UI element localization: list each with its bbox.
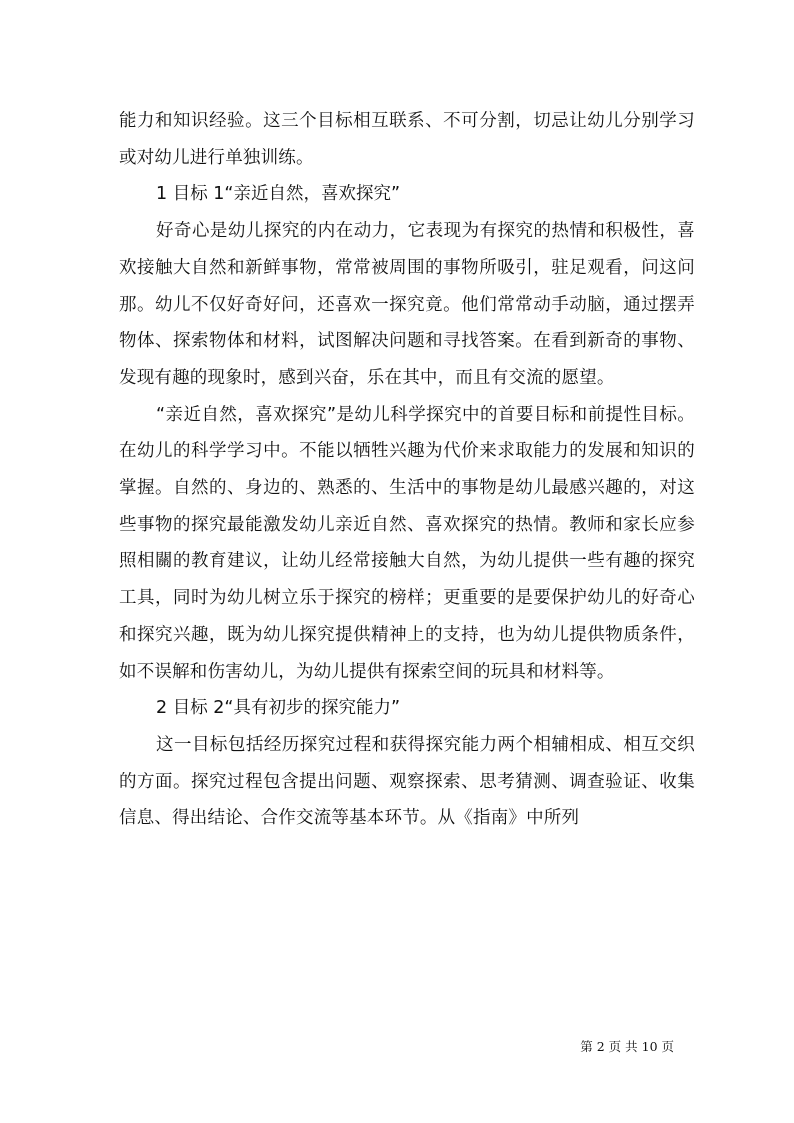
- section-heading-1: 1 目标 1“亲近自然，喜欢探究”: [156, 184, 401, 205]
- paragraph-goal-1-explanation: “亲近自然，喜欢探究”是幼儿科学探究中的首要目标和前提性目标。在幼儿的科学学习中。不能以牺牲兴趣为代价来求取能力的发展和知识的掌握。自然的、身边的、熟悉的、生活中的事物是幼儿最感兴趣的，对这些事物的探究最能激发幼儿亲近自然、喜欢探究的热情。教师和家长应参照相關的教育建议，让幼儿经常接触大自然，为幼儿提供一些有趣的探究工具，同时为幼儿树立乐于探究的榜样；更重要的是要保护幼儿的好奇心和探究兴趣，既为幼儿探究提供精神上的支持，也为幼儿提供物质条件，如不误解和伤害幼儿，为幼儿提供有探索空间的玩具和材料等。: [119, 404, 695, 682]
- paragraph-curiosity: 好奇心是幼儿探究的内在动力，它表现为有探究的热情和积极性，喜欢接触大自然和新鲜事物，常常被周围的事物所吸引，驻足观看，问这问那。幼儿不仅好奇好问，还喜欢一探究竟。他们常常动手动脑，通过摆弄物体、探索物体和材料，试图解决问题和寻找答案。在看到新奇的事物、发现有趣的现象时，感到兴奋，乐在其中，而且有交流的愿望。: [119, 221, 695, 388]
- paragraph-continuation: 能力和知识经验。这三个目标相互联系、不可分割，切忌让幼儿分别学习或对幼儿进行单独训练。: [119, 111, 695, 168]
- document-body: [119, 103, 695, 837]
- section-heading-2: 2 目标 2“具有初步的探究能力”: [156, 698, 401, 719]
- page-number-footer: 第 2 页 共 10 页: [580, 1039, 674, 1054]
- paragraph-goal-2-explanation: 这一目标包括经历探究过程和获得探究能力两个相辅相成、相互交织的方面。探究过程包含提出问题、观察探索、思考猜测、调查验证、收集信息、得出结论、合作交流等基本环节。从《指南》中所列: [119, 734, 695, 829]
